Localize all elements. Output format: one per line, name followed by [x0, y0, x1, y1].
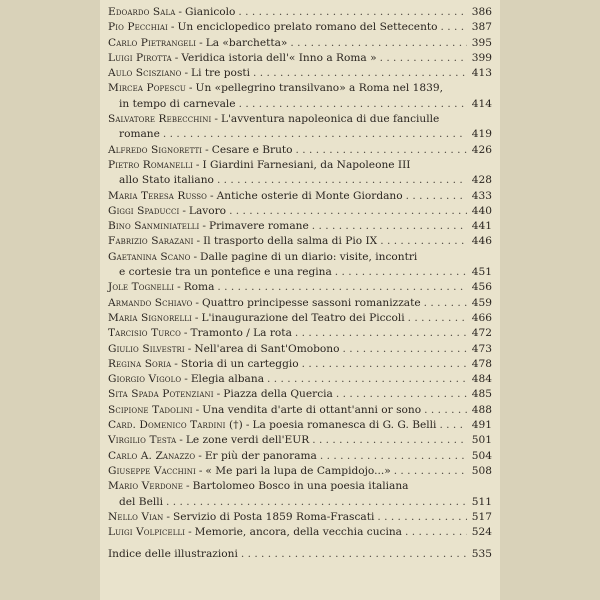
entry-title: L'avventura napoleonica di due fanciulle — [220, 113, 440, 126]
entry-page-number: 440 — [471, 204, 492, 217]
toc-entry-line — [108, 204, 492, 219]
entry-author: Jole Tognelli — [108, 281, 175, 294]
dot-leader — [343, 342, 468, 357]
entry-page-number: 395 — [471, 36, 492, 49]
entry-title: Elegia albana — [190, 373, 265, 386]
entry-separator: - — [178, 6, 182, 18]
table-of-contents — [108, 5, 492, 563]
entry-page-number: 386 — [471, 6, 492, 18]
entry-title: Indice delle illustrazioni — [108, 548, 238, 561]
entry-separator: - — [202, 220, 206, 233]
dot-leader — [394, 464, 467, 479]
entry-title: Cesare e Bruto — [211, 143, 293, 156]
entry-separator: - — [177, 281, 181, 294]
entry-title: Lavoro — [188, 204, 227, 217]
entry-title: Bartolomeo Bosco in una poesia italiana — [192, 480, 409, 493]
dot-leader — [336, 387, 467, 402]
entry-separator: - — [216, 388, 221, 401]
toc-entry — [108, 81, 492, 112]
entry-title-continuation: in tempo di carnevale — [119, 97, 236, 110]
toc-entry-continuation — [108, 127, 492, 142]
toc-entry — [108, 250, 492, 281]
entry-author: Fabrizio Sarazani — [108, 235, 194, 248]
index-of-illustrations-entry — [108, 547, 492, 562]
entry-title-continuation: del Belli — [119, 495, 164, 508]
entry-author: Bino Sanminiatelli — [108, 220, 200, 233]
entry-separator: - — [214, 113, 218, 126]
entry-separator: - — [170, 21, 175, 34]
entry-separator: - — [185, 480, 190, 493]
toc-entry-line — [108, 112, 492, 127]
entry-title-continuation: romane — [119, 128, 160, 141]
entry-author: Regina Soria — [108, 357, 172, 370]
entry-title: Gianicolo — [184, 6, 236, 18]
entry-title: Servizio di Posta 1859 Roma-Frascati — [172, 510, 375, 523]
entry-title: Una vendita d'arte di ottant'anni or sono — [202, 403, 422, 416]
entry-page-number: 451 — [471, 266, 492, 279]
entry-page-number: 413 — [471, 67, 492, 80]
entry-page-number: 414 — [471, 97, 492, 110]
entry-separator: - — [166, 510, 170, 523]
entry-title-continuation: e cortesie tra un pontefice e una regina — [119, 266, 332, 279]
entry-title: Memorie, ancora, della vecchia cucina — [194, 526, 402, 539]
toc-entry-line — [108, 433, 492, 448]
toc-entry — [108, 372, 492, 387]
toc-entry — [108, 403, 492, 418]
entry-separator: - — [210, 189, 214, 202]
toc-entry-line — [108, 372, 492, 387]
dot-leader — [377, 510, 467, 525]
entry-page-number: 485 — [471, 388, 492, 401]
entry-author: Giorgio Vigolo — [108, 373, 182, 386]
entry-separator: - — [194, 311, 199, 324]
toc-entry — [108, 296, 492, 311]
entry-title: I Giardini Farnesiani, da Napoleone III — [202, 158, 411, 171]
entry-author: Sita Spada Potenziani — [108, 388, 214, 401]
entry-page-number: 426 — [471, 143, 492, 156]
entry-author: Armando Schiavo — [108, 296, 193, 309]
dot-leader — [424, 403, 467, 418]
toc-entry — [108, 510, 492, 525]
entry-page-number: 459 — [471, 296, 492, 309]
dot-leader — [241, 547, 467, 562]
dot-leader — [238, 5, 467, 20]
entry-separator: - — [187, 342, 192, 355]
entry-title: Tramonto / La rota — [190, 327, 292, 340]
entry-page-number: 488 — [471, 403, 492, 416]
dot-leader — [406, 189, 467, 204]
toc-entry-line — [108, 357, 492, 372]
dot-leader — [296, 143, 467, 158]
entry-separator: - — [198, 464, 203, 477]
toc-entry-continuation — [108, 495, 492, 510]
entry-title: Piazza della Quercia — [223, 388, 333, 401]
dot-leader — [312, 433, 467, 448]
toc-entry — [108, 36, 492, 51]
entry-author: Card. Domenico Tardini (†) — [108, 419, 243, 432]
toc-entry — [108, 51, 492, 66]
entry-separator: - — [193, 250, 198, 263]
toc-entry-line — [108, 20, 492, 35]
entry-separator: - — [184, 373, 188, 386]
entry-author: Giuseppe Vacchini — [108, 464, 196, 477]
entry-author: Aulo Scisziano — [108, 67, 182, 80]
toc-entry — [108, 234, 492, 249]
toc-entry-line — [108, 510, 492, 525]
entry-title: Antiche osterie di Monte Giordano — [216, 189, 403, 202]
toc-entry-line — [108, 403, 492, 418]
entry-title: Storia di un carteggio — [180, 357, 299, 370]
toc-entry-line — [108, 66, 492, 81]
toc-entry-line — [108, 464, 492, 479]
toc-entry-continuation — [108, 265, 492, 280]
entry-author: Luigi Pirotta — [108, 51, 172, 64]
entry-title: « Me pari la lupa de Campidojo...» — [205, 464, 391, 477]
toc-entry-line — [108, 525, 492, 540]
entry-author: Mircea Popescu — [108, 82, 186, 95]
entry-separator: - — [183, 327, 188, 340]
entry-page-number: 473 — [471, 342, 492, 355]
toc-entry — [108, 112, 492, 143]
toc-entry-line — [108, 342, 492, 357]
entry-separator: - — [199, 36, 203, 49]
dot-leader — [302, 357, 467, 372]
entry-separator: - — [196, 235, 201, 248]
dot-leader — [335, 265, 467, 280]
toc-entry — [108, 449, 492, 464]
entry-separator: - — [195, 403, 200, 416]
entry-page-number: 441 — [471, 220, 492, 233]
toc-entry-line — [108, 143, 492, 158]
toc-entry — [108, 189, 492, 204]
toc-entry — [108, 5, 492, 20]
entry-author: Gaetanina Scano — [108, 250, 191, 263]
entry-author: Nello Vian — [108, 510, 164, 523]
entry-author: Maria Teresa Russo — [108, 189, 208, 202]
entry-page-number: 446 — [471, 235, 492, 248]
entry-author: Carlo A. Zanazzo — [108, 449, 196, 462]
toc-entry — [108, 357, 492, 372]
entry-page-number: 466 — [471, 311, 492, 324]
toc-entry-line — [108, 418, 492, 433]
entry-separator: - — [195, 158, 200, 171]
entry-title: Il trasporto della salma di Pio IX — [203, 235, 378, 248]
toc-entry-line — [108, 219, 492, 234]
entry-author: Tarcisio Turco — [108, 327, 181, 340]
entry-page-number: 535 — [471, 548, 492, 561]
entry-title: Dalle pagine di un diario: visite, incontri — [200, 250, 418, 263]
entry-title: Li tre posti — [191, 67, 251, 80]
entry-page-number: 501 — [471, 434, 492, 447]
toc-entry-line — [108, 296, 492, 311]
entry-separator: - — [188, 82, 193, 95]
toc-entry-line — [108, 280, 492, 295]
toc-entry — [108, 525, 492, 540]
dot-leader — [312, 219, 467, 234]
entry-separator: - — [184, 67, 189, 80]
entry-title: Primavere romane — [208, 220, 309, 233]
dot-leader — [253, 66, 467, 81]
entry-author: Scipione Tadolini — [108, 403, 193, 416]
toc-entry — [108, 20, 492, 35]
dot-leader — [320, 449, 467, 464]
toc-entry-line — [108, 311, 492, 326]
entry-page-number: 419 — [471, 128, 492, 141]
toc-entry — [108, 280, 492, 295]
entry-author: Pietro Romanelli — [108, 158, 193, 171]
toc-entry-line — [108, 547, 492, 562]
entry-separator: - — [188, 526, 192, 539]
dot-leader — [380, 234, 467, 249]
entry-author: Giggi Spaducci — [108, 204, 180, 217]
toc-entry — [108, 342, 492, 357]
toc-entry — [108, 311, 492, 326]
entry-page-number: 399 — [471, 51, 492, 64]
entry-title: Un enciclopedico prelato romano del Settecento — [177, 21, 438, 34]
entry-title-continuation: allo Stato italiano — [119, 174, 214, 187]
toc-entry-continuation — [108, 173, 492, 188]
toc-entry — [108, 479, 492, 510]
entry-page-number: 478 — [471, 357, 492, 370]
toc-entry-line — [108, 326, 492, 341]
entry-page-number: 387 — [471, 21, 492, 34]
entry-title: La «barchetta» — [205, 36, 288, 49]
dot-leader — [439, 418, 467, 433]
toc-entry-line — [108, 81, 492, 96]
entry-title: Nell'area di Sant'Omobono — [194, 342, 340, 355]
dot-leader — [217, 280, 467, 295]
dot-leader — [405, 525, 467, 540]
entry-title: Er più der panorama — [204, 449, 317, 462]
toc-entry — [108, 158, 492, 189]
entry-author: Luigi Volpicelli — [108, 526, 186, 539]
toc-entry-line — [108, 158, 492, 173]
dot-leader — [290, 36, 467, 51]
dot-leader — [380, 51, 467, 66]
dot-leader — [166, 495, 467, 510]
toc-entry-line — [108, 51, 492, 66]
entry-title: Le zone verdi dell'EUR — [185, 434, 310, 447]
dot-leader — [163, 127, 467, 142]
entry-author: Salvatore Rebecchini — [108, 113, 212, 126]
toc-entry — [108, 66, 492, 81]
entry-page-number: 456 — [471, 281, 492, 294]
entry-separator: - — [174, 51, 179, 64]
toc-entry — [108, 219, 492, 234]
entry-author: Alfredo Signoretti — [108, 143, 203, 156]
entry-author: Pio Pecchiai — [108, 21, 168, 34]
dot-leader — [229, 204, 467, 219]
entry-author: Mario Verdone — [108, 480, 183, 493]
toc-entry — [108, 418, 492, 433]
entry-title: Roma — [183, 281, 215, 294]
toc-entry-line — [108, 479, 492, 494]
entry-separator: - — [179, 434, 183, 447]
dot-leader — [217, 173, 467, 188]
entry-title: Veridica istoria dell'« Inno a Roma » — [181, 51, 377, 64]
entry-page-number: 511 — [471, 495, 492, 508]
toc-entry — [108, 326, 492, 341]
dot-leader — [295, 326, 467, 341]
entry-author: Carlo Pietrangeli — [108, 36, 197, 49]
dot-leader — [267, 372, 467, 387]
entry-separator: - — [205, 143, 209, 156]
dot-leader — [408, 311, 467, 326]
toc-entry-line — [108, 387, 492, 402]
entry-page-number: 491 — [471, 419, 492, 432]
entry-title: L'inaugurazione del Teatro dei Piccoli — [201, 311, 405, 324]
entry-page-number: 484 — [471, 373, 492, 386]
entry-separator: - — [198, 449, 202, 462]
toc-entry — [108, 464, 492, 479]
toc-entry-line — [108, 5, 492, 20]
entry-page-number: 517 — [471, 510, 492, 523]
entry-separator: - — [174, 357, 178, 370]
entry-title: Quattro principesse sassoni romanizzate — [201, 296, 421, 309]
entry-separator: - — [182, 204, 186, 217]
dot-leader — [239, 97, 467, 112]
toc-entry — [108, 433, 492, 448]
dot-leader — [441, 20, 467, 35]
entry-page-number: 524 — [471, 526, 492, 539]
toc-entry-continuation — [108, 97, 492, 112]
toc-entry-line — [108, 250, 492, 265]
entry-separator: - — [195, 296, 199, 309]
toc-entry — [108, 204, 492, 219]
toc-entry-line — [108, 189, 492, 204]
entry-author: Edoardo Sala — [108, 6, 176, 18]
entry-title: Un «pellegrino transilvano» a Roma nel 1839, — [195, 82, 443, 95]
toc-entry — [108, 143, 492, 158]
entry-author: Virgilio Testa — [108, 434, 177, 447]
entry-page-number: 428 — [471, 174, 492, 187]
entry-separator: - — [245, 419, 250, 432]
toc-entry — [108, 387, 492, 402]
toc-entry-line — [108, 36, 492, 51]
entry-page-number: 472 — [471, 327, 492, 340]
entry-author: Maria Signorelli — [108, 311, 192, 324]
entry-author: Giulio Silvestri — [108, 342, 185, 355]
entry-page-number: 508 — [471, 464, 492, 477]
entry-page-number: 504 — [471, 449, 492, 462]
dot-leader — [424, 296, 467, 311]
toc-entry-line — [108, 234, 492, 249]
entry-page-number: 433 — [471, 189, 492, 202]
book-page — [100, 0, 500, 600]
entry-title: La poesia romanesca di G. G. Belli — [252, 419, 437, 432]
toc-entry-line — [108, 449, 492, 464]
